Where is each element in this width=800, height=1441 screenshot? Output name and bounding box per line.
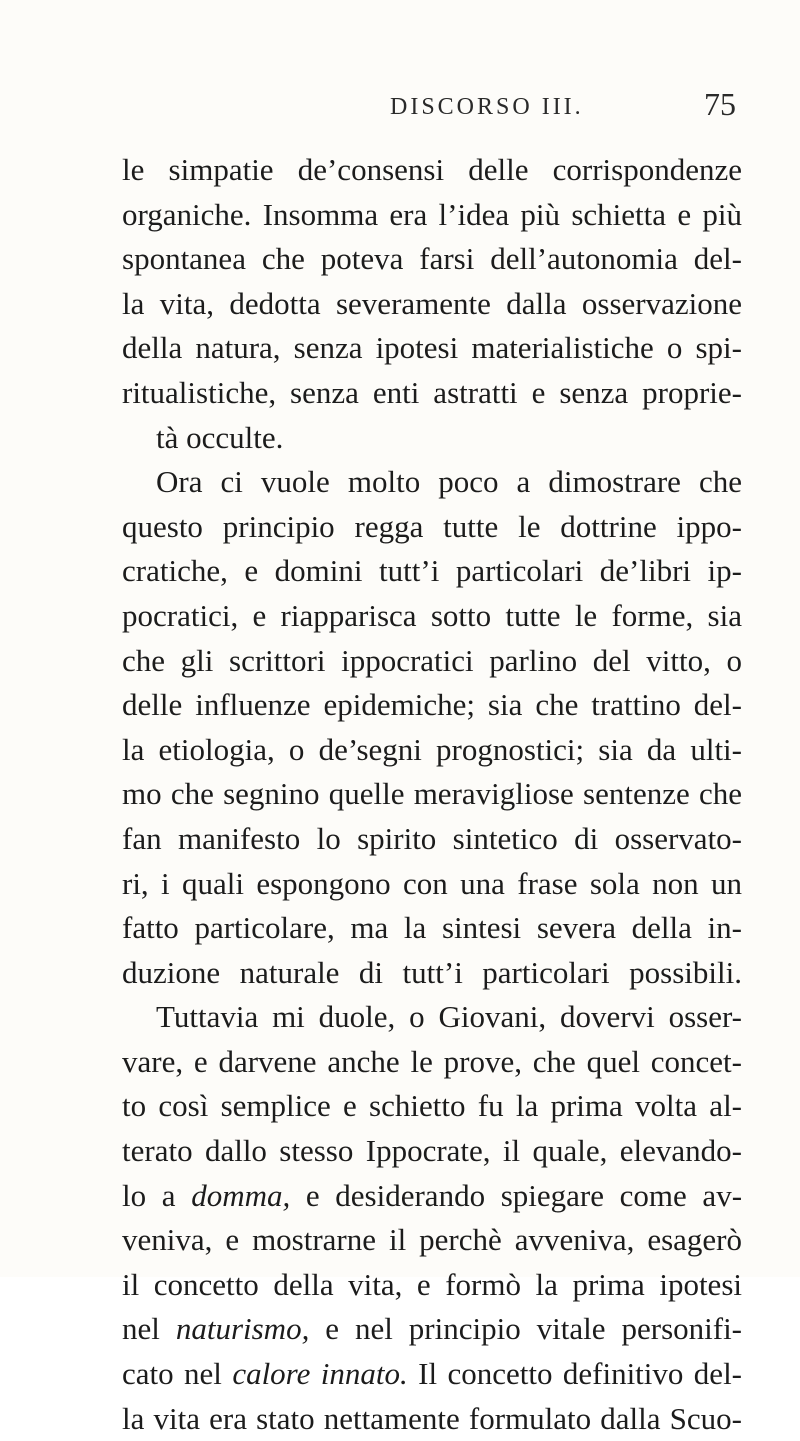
- text-line: la vita, dedotta severamente dalla osservazione: [122, 285, 742, 321]
- text-line: della natura, senza ipotesi materialistiche o spi-: [122, 330, 742, 366]
- paragraph-start-line: Ora ci vuole molto poco a dimostrare che: [156, 464, 742, 500]
- text-line: spontanea che poteva farsi dell’autonomia del-: [122, 241, 742, 277]
- text-line: delle influenze epidemiche; sia che trattino del-: [122, 687, 742, 723]
- text-line: fan manifesto lo spirito sintetico di osservato-: [122, 820, 742, 856]
- text-segment: Il concetto definitivo del-: [418, 1356, 743, 1392]
- text-segment: e nel principio vitale personifi-: [325, 1311, 743, 1347]
- running-title: DISCORSO III.: [390, 94, 584, 120]
- text-line: to così semplice e schietto fu la prima volta al-: [122, 1088, 742, 1124]
- body-text: [122, 148, 742, 1441]
- text-line: ri, i quali espongono con una frase sola non un: [122, 865, 742, 901]
- text-line: terato dallo stesso Ippocrate, il quale, elevando-: [122, 1133, 742, 1169]
- text-line: la etiologia, o de’segni prognostici; sia da ulti-: [122, 731, 742, 767]
- text-line: mo che segnino quelle meravigliose sentenze che: [122, 776, 742, 812]
- text-line: vare, e darvene anche le prove, che quel concet-: [122, 1043, 742, 1079]
- text-segment: lo a: [122, 1177, 176, 1213]
- text-segment: cato nel: [122, 1356, 222, 1392]
- text-line: veniva, e mostrarne il perchè avveniva, esagerò: [122, 1222, 742, 1258]
- italic-term: naturismo,: [175, 1311, 310, 1347]
- text-line: [122, 1352, 742, 1397]
- text-line: fatto particolare, ma la sintesi severa della in-: [122, 910, 742, 946]
- text-segment: nel: [122, 1311, 160, 1347]
- italic-term: domma,: [191, 1177, 291, 1213]
- italic-term: calore innato.: [232, 1356, 408, 1392]
- text-line: che gli scrittori ippocratici parlino del vitto, o: [122, 642, 742, 678]
- text-line: le simpatie de’consensi delle corrispondenze: [122, 152, 742, 187]
- text-line: [122, 1307, 742, 1352]
- text-line: cratiche, e domini tutt’i particolari de’libri ip-: [122, 553, 742, 589]
- text-line: tà occulte.: [156, 419, 284, 455]
- text-line: questo principio regga tutte le dottrine ippo-: [122, 508, 742, 544]
- page-number: 75: [704, 86, 736, 122]
- text-line: duzione naturale di tutt’i particolari possibili.: [122, 954, 742, 990]
- paragraph-start-line: Tuttavia mi duole, o Giovani, dovervi osser-: [156, 999, 742, 1035]
- text-line: [122, 1174, 742, 1219]
- running-head: [120, 86, 742, 126]
- text-line: organiche. Insomma era l’idea più schietta e più: [122, 196, 742, 232]
- text-line: pocratici, e riapparisca sotto tutte le forme, sia: [122, 597, 742, 633]
- text-segment: e desiderando spiegare come av-: [305, 1177, 743, 1213]
- text-line: ritualistiche, senza enti astratti e senza proprie-: [122, 374, 742, 410]
- text-line: il concetto della vita, e formò la prima ipotesi: [122, 1266, 742, 1302]
- text-line: la vita era stato nettamente formulato dalla Scuo-: [122, 1400, 742, 1436]
